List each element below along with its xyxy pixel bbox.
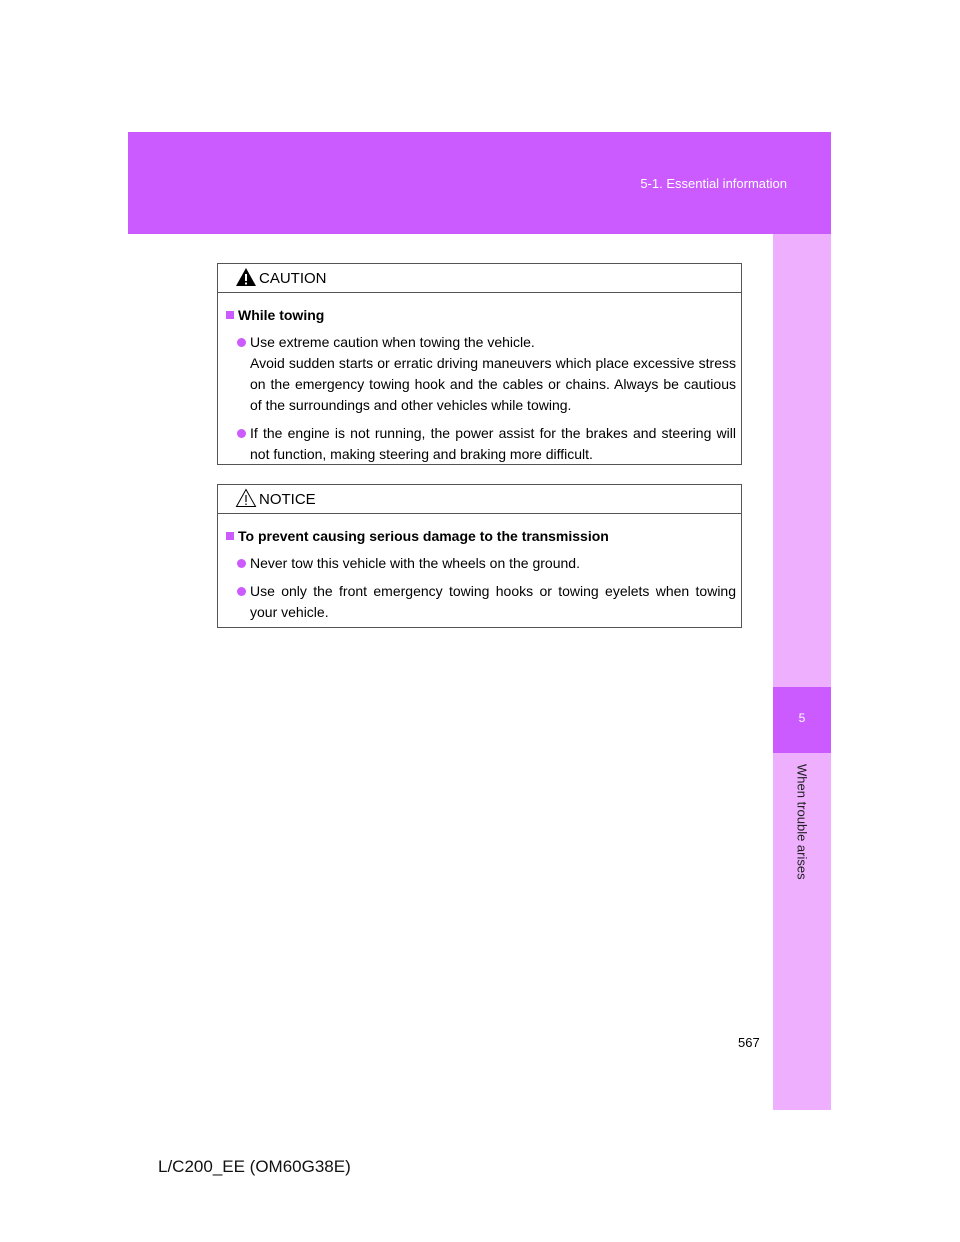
section-label: 5-1. Essential information — [640, 176, 787, 191]
chapter-number: 5 — [798, 711, 806, 725]
notice-header — [218, 485, 741, 514]
chapter-title: When trouble arises — [794, 764, 810, 880]
caution-subheading: While towing — [226, 305, 736, 326]
chapter-number-box — [773, 687, 831, 753]
caution-title: CAUTION — [259, 270, 327, 287]
caution-header — [218, 264, 741, 293]
square-bullet-icon — [226, 532, 234, 540]
list-item: Use extreme caution when towing the vehicle. Avoid sudden starts or erratic driving maneuvers which place excessive stress on the emergency towing hook and the cables or chains. Always be cautious of the surroundings and other vehicles while towing. — [226, 332, 736, 416]
page-number: 567 — [738, 1035, 760, 1050]
notice-title: NOTICE — [259, 491, 316, 508]
round-bullet-icon — [237, 559, 246, 568]
round-bullet-icon — [237, 429, 246, 438]
document-code: L/C200_EE (OM60G38E) — [158, 1157, 351, 1176]
list-item: If the engine is not running, the power assist for the brakes and steering will not function, making steering and braking more difficult. — [226, 423, 736, 465]
round-bullet-icon — [237, 338, 246, 347]
notice-subheading: To prevent causing serious damage to the transmission — [226, 526, 736, 547]
warning-filled-icon — [235, 267, 257, 287]
header-band — [128, 132, 831, 234]
notice-box — [217, 484, 742, 628]
caution-box — [217, 263, 742, 465]
warning-outline-icon — [235, 488, 257, 508]
round-bullet-icon — [237, 587, 246, 596]
chapter-side-tab — [773, 234, 831, 1110]
list-item: Never tow this vehicle with the wheels on the ground. — [226, 553, 736, 574]
square-bullet-icon — [226, 311, 234, 319]
list-item: Use only the front emergency towing hooks or towing eyelets when towing your vehicle. — [226, 581, 736, 623]
